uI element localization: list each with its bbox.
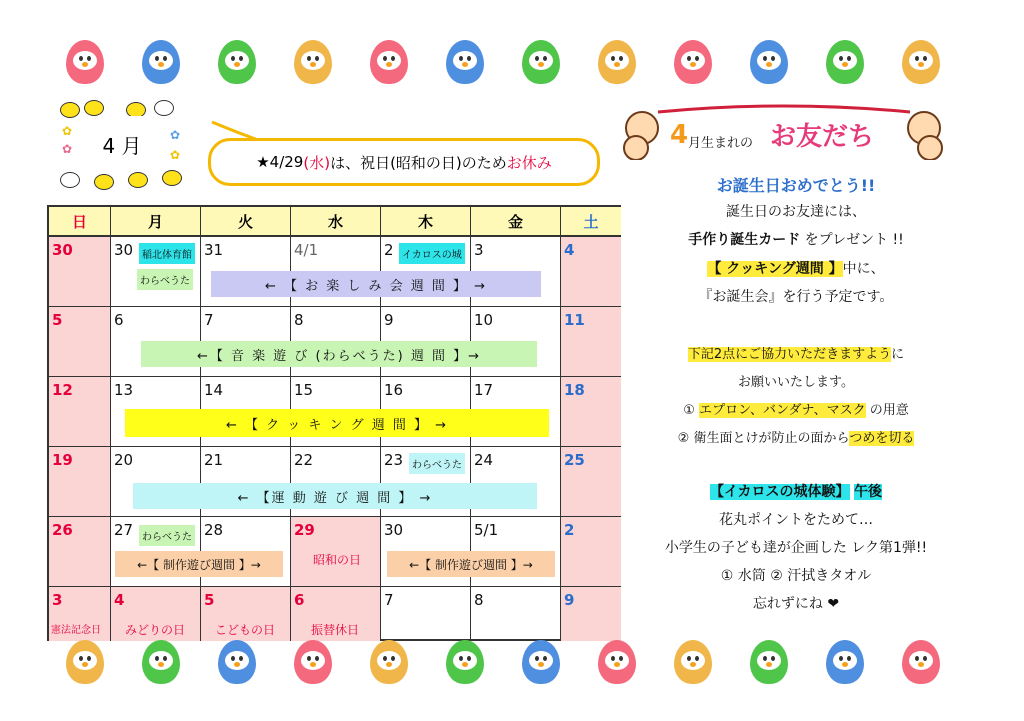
info-line: お願いいたします。 <box>738 375 854 390</box>
info-highlight: 【 クッキング週間 】 <box>707 261 843 277</box>
day-number: 7 <box>204 311 214 329</box>
day-number: 13 <box>114 381 134 399</box>
daruma-icon <box>674 640 712 684</box>
info-text: の用意 <box>865 403 909 418</box>
info-line: 『お誕生会』を行う予定です。 <box>698 289 894 305</box>
event-tag: わらべうた <box>409 453 465 474</box>
day-number: 6 <box>114 311 124 329</box>
info-text: ② 衛生面とけが防止の面から <box>677 431 850 446</box>
header-wed: 水 <box>291 207 381 237</box>
daruma-icon <box>902 40 940 84</box>
info-highlight: 【イカロスの城体験】 <box>709 484 850 500</box>
info-line: 誕生日のお友達には、 <box>726 204 866 220</box>
day-number: 27 <box>114 521 134 539</box>
week-band: ← 【 ク ッ キ ン グ 週 間 】 → <box>125 409 549 437</box>
info-highlight: 午後 <box>854 484 883 500</box>
day-number: 24 <box>474 451 494 469</box>
chick-icon <box>84 100 104 116</box>
day-number: 4 <box>564 241 575 259</box>
day-number: 25 <box>564 451 585 469</box>
flower-icon: ✿ <box>62 124 73 138</box>
chick-icon <box>162 170 182 186</box>
day-cell <box>561 517 621 587</box>
daruma-icon <box>294 640 332 684</box>
day-number: 7 <box>384 591 394 609</box>
info-text: に <box>891 347 905 362</box>
daruma-icon <box>66 640 104 684</box>
day-cell <box>49 307 111 377</box>
day-cell <box>561 447 621 517</box>
day-number: 16 <box>384 381 404 399</box>
month-frame <box>58 98 186 190</box>
month-label: 4 月 <box>80 116 164 172</box>
daruma-icon <box>598 40 636 84</box>
daruma-icon <box>370 40 408 84</box>
info-highlight: エプロン、バンダナ、マスク <box>699 403 866 418</box>
week-band: ← 【 お 楽 し み 会 週 間 】 → <box>211 271 541 297</box>
info-strong: 手作り誕生カード <box>688 232 801 248</box>
daruma-icon <box>750 640 788 684</box>
info-line: ① 水筒 ② 汗拭きタオル <box>720 568 872 584</box>
day-number: 9 <box>564 591 575 609</box>
daruma-icon <box>66 40 104 84</box>
notice-date: 4/29 <box>269 153 304 171</box>
day-cell <box>111 587 201 641</box>
day-cell <box>201 587 291 641</box>
header-sat: 土 <box>561 207 621 237</box>
day-number: 5 <box>204 591 215 609</box>
info-line <box>636 229 956 249</box>
day-cell <box>561 307 621 377</box>
holiday-notice <box>208 138 600 186</box>
day-number: 12 <box>52 381 73 399</box>
daruma-icon <box>750 40 788 84</box>
day-cell <box>111 237 201 307</box>
birthday-title: お誕生日おめでとう!! <box>716 176 876 195</box>
day-number: 5 <box>52 311 63 329</box>
hen-icon <box>154 100 174 116</box>
hen-icon <box>60 172 80 188</box>
flower-icon: ✿ <box>170 128 181 142</box>
info-line: 忘れずにね ❤ <box>752 596 840 612</box>
day-number: 4 <box>114 591 125 609</box>
holiday-name: 振替休日 <box>311 623 360 637</box>
day-number: 22 <box>294 451 314 469</box>
chick-icon <box>128 172 148 188</box>
info-highlight: つめを切る <box>849 431 915 446</box>
day-number: 3 <box>474 241 484 259</box>
day-number: 28 <box>204 521 224 539</box>
daruma-icon <box>522 40 560 84</box>
day-number: 8 <box>294 311 304 329</box>
header-tue: 火 <box>201 207 291 237</box>
day-number: 20 <box>114 451 134 469</box>
daruma-icon <box>826 640 864 684</box>
chick-icon <box>60 102 80 118</box>
week-band: ←【 音 楽 遊 び (わらべうた) 週 間 】→ <box>141 341 537 367</box>
calendar-grid <box>47 205 621 641</box>
header-thu: 木 <box>381 207 471 237</box>
daruma-icon <box>294 40 332 84</box>
day-number: 17 <box>474 381 494 399</box>
banner-text-a: 月生まれの <box>688 136 754 151</box>
day-cell <box>561 587 621 641</box>
info-line: 花丸ポイントをためて… <box>719 512 873 528</box>
info-line <box>636 258 956 278</box>
daruma-icon <box>826 40 864 84</box>
day-number: 11 <box>564 311 585 329</box>
day-number: 30 <box>384 521 404 539</box>
holiday-name: みどりの日 <box>125 623 186 637</box>
day-cell <box>381 587 471 641</box>
notice-weekday: (水) <box>303 153 331 172</box>
day-number: 3 <box>52 591 63 609</box>
day-number: 30 <box>114 241 134 259</box>
info-text: ① <box>683 403 700 418</box>
flower-icon: ✿ <box>170 148 181 162</box>
day-cell <box>49 587 111 641</box>
notice-star: ★ <box>256 153 270 171</box>
day-cell <box>561 237 621 307</box>
flower-icon: ✿ <box>62 142 73 156</box>
day-number: 5/1 <box>474 521 499 539</box>
banner-text-b: お友だち <box>770 122 875 152</box>
birthday-banner <box>618 98 950 160</box>
daruma-icon <box>446 40 484 84</box>
week-band: ←【 制作遊び週間 】→ <box>115 551 283 577</box>
holiday-name: こどもの日 <box>215 623 276 637</box>
day-cell <box>291 517 381 587</box>
day-cell <box>471 587 561 641</box>
header-fri: 金 <box>471 207 561 237</box>
day-number: 30 <box>52 241 73 259</box>
daruma-icon <box>902 640 940 684</box>
event-tag: イカロスの城 <box>399 243 465 264</box>
info-line <box>636 427 956 446</box>
day-cell <box>49 447 111 517</box>
day-number: 2 <box>384 241 394 259</box>
week-band: ←【 制作遊び週間 】→ <box>387 551 555 577</box>
week-band: ← 【運 動 遊 び 週 間 】 → <box>133 483 537 509</box>
daruma-icon <box>142 40 180 84</box>
day-number: 4/1 <box>294 241 319 259</box>
info-line: 小学生の子ども達が企画した レク第1弾!! <box>664 540 928 556</box>
header-sun: 日 <box>49 207 111 237</box>
event-tag: わらべうた <box>137 269 193 290</box>
notice-rest: お休み <box>506 153 552 172</box>
daruma-icon <box>142 640 180 684</box>
daruma-icon <box>674 40 712 84</box>
banner-month: 4 <box>670 120 689 150</box>
day-cell <box>561 377 621 447</box>
day-number: 10 <box>474 311 494 329</box>
header-mon: 月 <box>111 207 201 237</box>
info-text: をプレゼント !! <box>800 232 904 248</box>
holiday-name: 憲法記念日 <box>51 625 101 636</box>
notice-mid: は、祝日(昭和の日)のため <box>330 153 507 172</box>
day-number: 19 <box>52 451 73 469</box>
day-cell <box>291 587 381 641</box>
day-number: 8 <box>474 591 484 609</box>
day-number: 31 <box>204 241 224 259</box>
day-cell <box>49 377 111 447</box>
day-number: 26 <box>52 521 73 539</box>
info-text: 中に、 <box>842 261 885 277</box>
daruma-icon <box>522 640 560 684</box>
day-number: 21 <box>204 451 224 469</box>
day-number: 14 <box>204 381 224 399</box>
daruma-icon <box>446 640 484 684</box>
day-number: 6 <box>294 591 305 609</box>
day-cell <box>49 237 111 307</box>
day-cell <box>49 517 111 587</box>
day-number: 9 <box>384 311 394 329</box>
event-tag: 稲北体育館 <box>139 243 195 264</box>
holiday-name: 昭和の日 <box>313 553 362 567</box>
info-highlight: 下記2点にご協力いただきますよう <box>687 347 892 362</box>
info-line <box>636 399 956 418</box>
chick-icon <box>94 174 114 190</box>
daruma-icon <box>370 640 408 684</box>
info-line <box>636 481 956 501</box>
event-tag: わらべうた <box>139 525 195 546</box>
day-number: 23 <box>384 451 404 469</box>
day-number: 2 <box>564 521 575 539</box>
day-number: 29 <box>294 521 315 539</box>
daruma-icon <box>218 640 256 684</box>
day-number: 15 <box>294 381 314 399</box>
info-line <box>636 343 956 362</box>
daruma-icon <box>218 40 256 84</box>
day-number: 18 <box>564 381 585 399</box>
daruma-icon <box>598 640 636 684</box>
